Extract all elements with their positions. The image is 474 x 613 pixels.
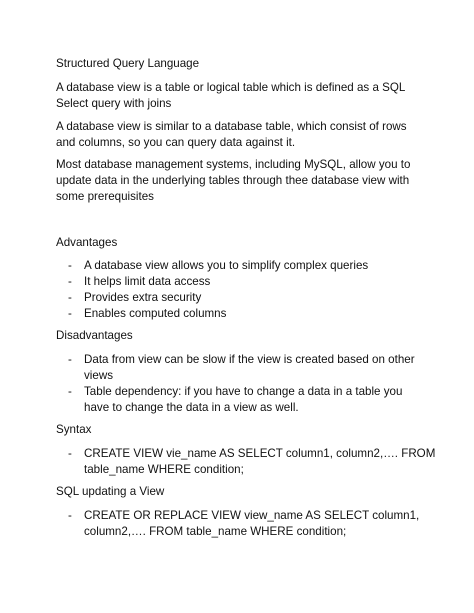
disadvantages-item-1-line-2: views xyxy=(84,369,113,382)
updating-item-1-line-2: column2,…. FROM table_name WHERE condition; xyxy=(84,525,347,538)
intro-paragraph-2-line-1: A database view is similar to a database table, which consist of rows xyxy=(56,120,407,133)
disadvantages-heading: Disadvantages xyxy=(56,329,133,342)
document-title: Structured Query Language xyxy=(56,57,200,70)
bullet-marker: - xyxy=(68,291,72,304)
disadvantages-item-2-line-2: have to change the data in a view as well. xyxy=(84,401,299,414)
syntax-heading: Syntax xyxy=(56,423,92,436)
disadvantages-item-1-line-1: Data from view can be slow if the view is created based on other xyxy=(84,353,415,366)
intro-paragraph-3-line-2: update data in the underlying tables through thee database view with xyxy=(56,174,410,187)
bullet-marker: - xyxy=(68,259,72,272)
disadvantages-item-2-line-1: Table dependency: if you have to change a data in a table you xyxy=(84,385,403,398)
updating-heading: SQL updating a View xyxy=(56,485,165,498)
bullet-marker: - xyxy=(68,509,72,522)
updating-item-1-line-1: CREATE OR REPLACE VIEW view_name AS SELECT column1, xyxy=(84,509,420,522)
syntax-item-1-line-2: table_name WHERE condition; xyxy=(84,463,244,476)
advantages-heading: Advantages xyxy=(56,236,118,249)
intro-paragraph-2-line-2: and columns, so you can query data against it. xyxy=(56,136,296,149)
syntax-item-1-line-1: CREATE VIEW vie_name AS SELECT column1, column2,…. FROM xyxy=(84,447,436,460)
advantages-item-3: Provides extra security xyxy=(84,291,202,304)
intro-paragraph-1-line-1: A database view is a table or logical table which is defined as a SQL xyxy=(56,81,406,94)
intro-paragraph-3-line-1: Most database management systems, including MySQL, allow you to xyxy=(56,158,411,171)
advantages-item-4: Enables computed columns xyxy=(84,307,227,320)
advantages-item-1: A database view allows you to simplify complex queries xyxy=(84,259,369,272)
bullet-marker: - xyxy=(68,385,72,398)
intro-paragraph-3-line-3: some prerequisites xyxy=(56,190,154,203)
advantages-item-2: It helps limit data access xyxy=(84,275,211,288)
intro-paragraph-1-line-2: Select query with joins xyxy=(56,97,172,110)
bullet-marker: - xyxy=(68,275,72,288)
bullet-marker: - xyxy=(68,447,72,460)
bullet-marker: - xyxy=(68,353,72,366)
bullet-marker: - xyxy=(68,307,72,320)
